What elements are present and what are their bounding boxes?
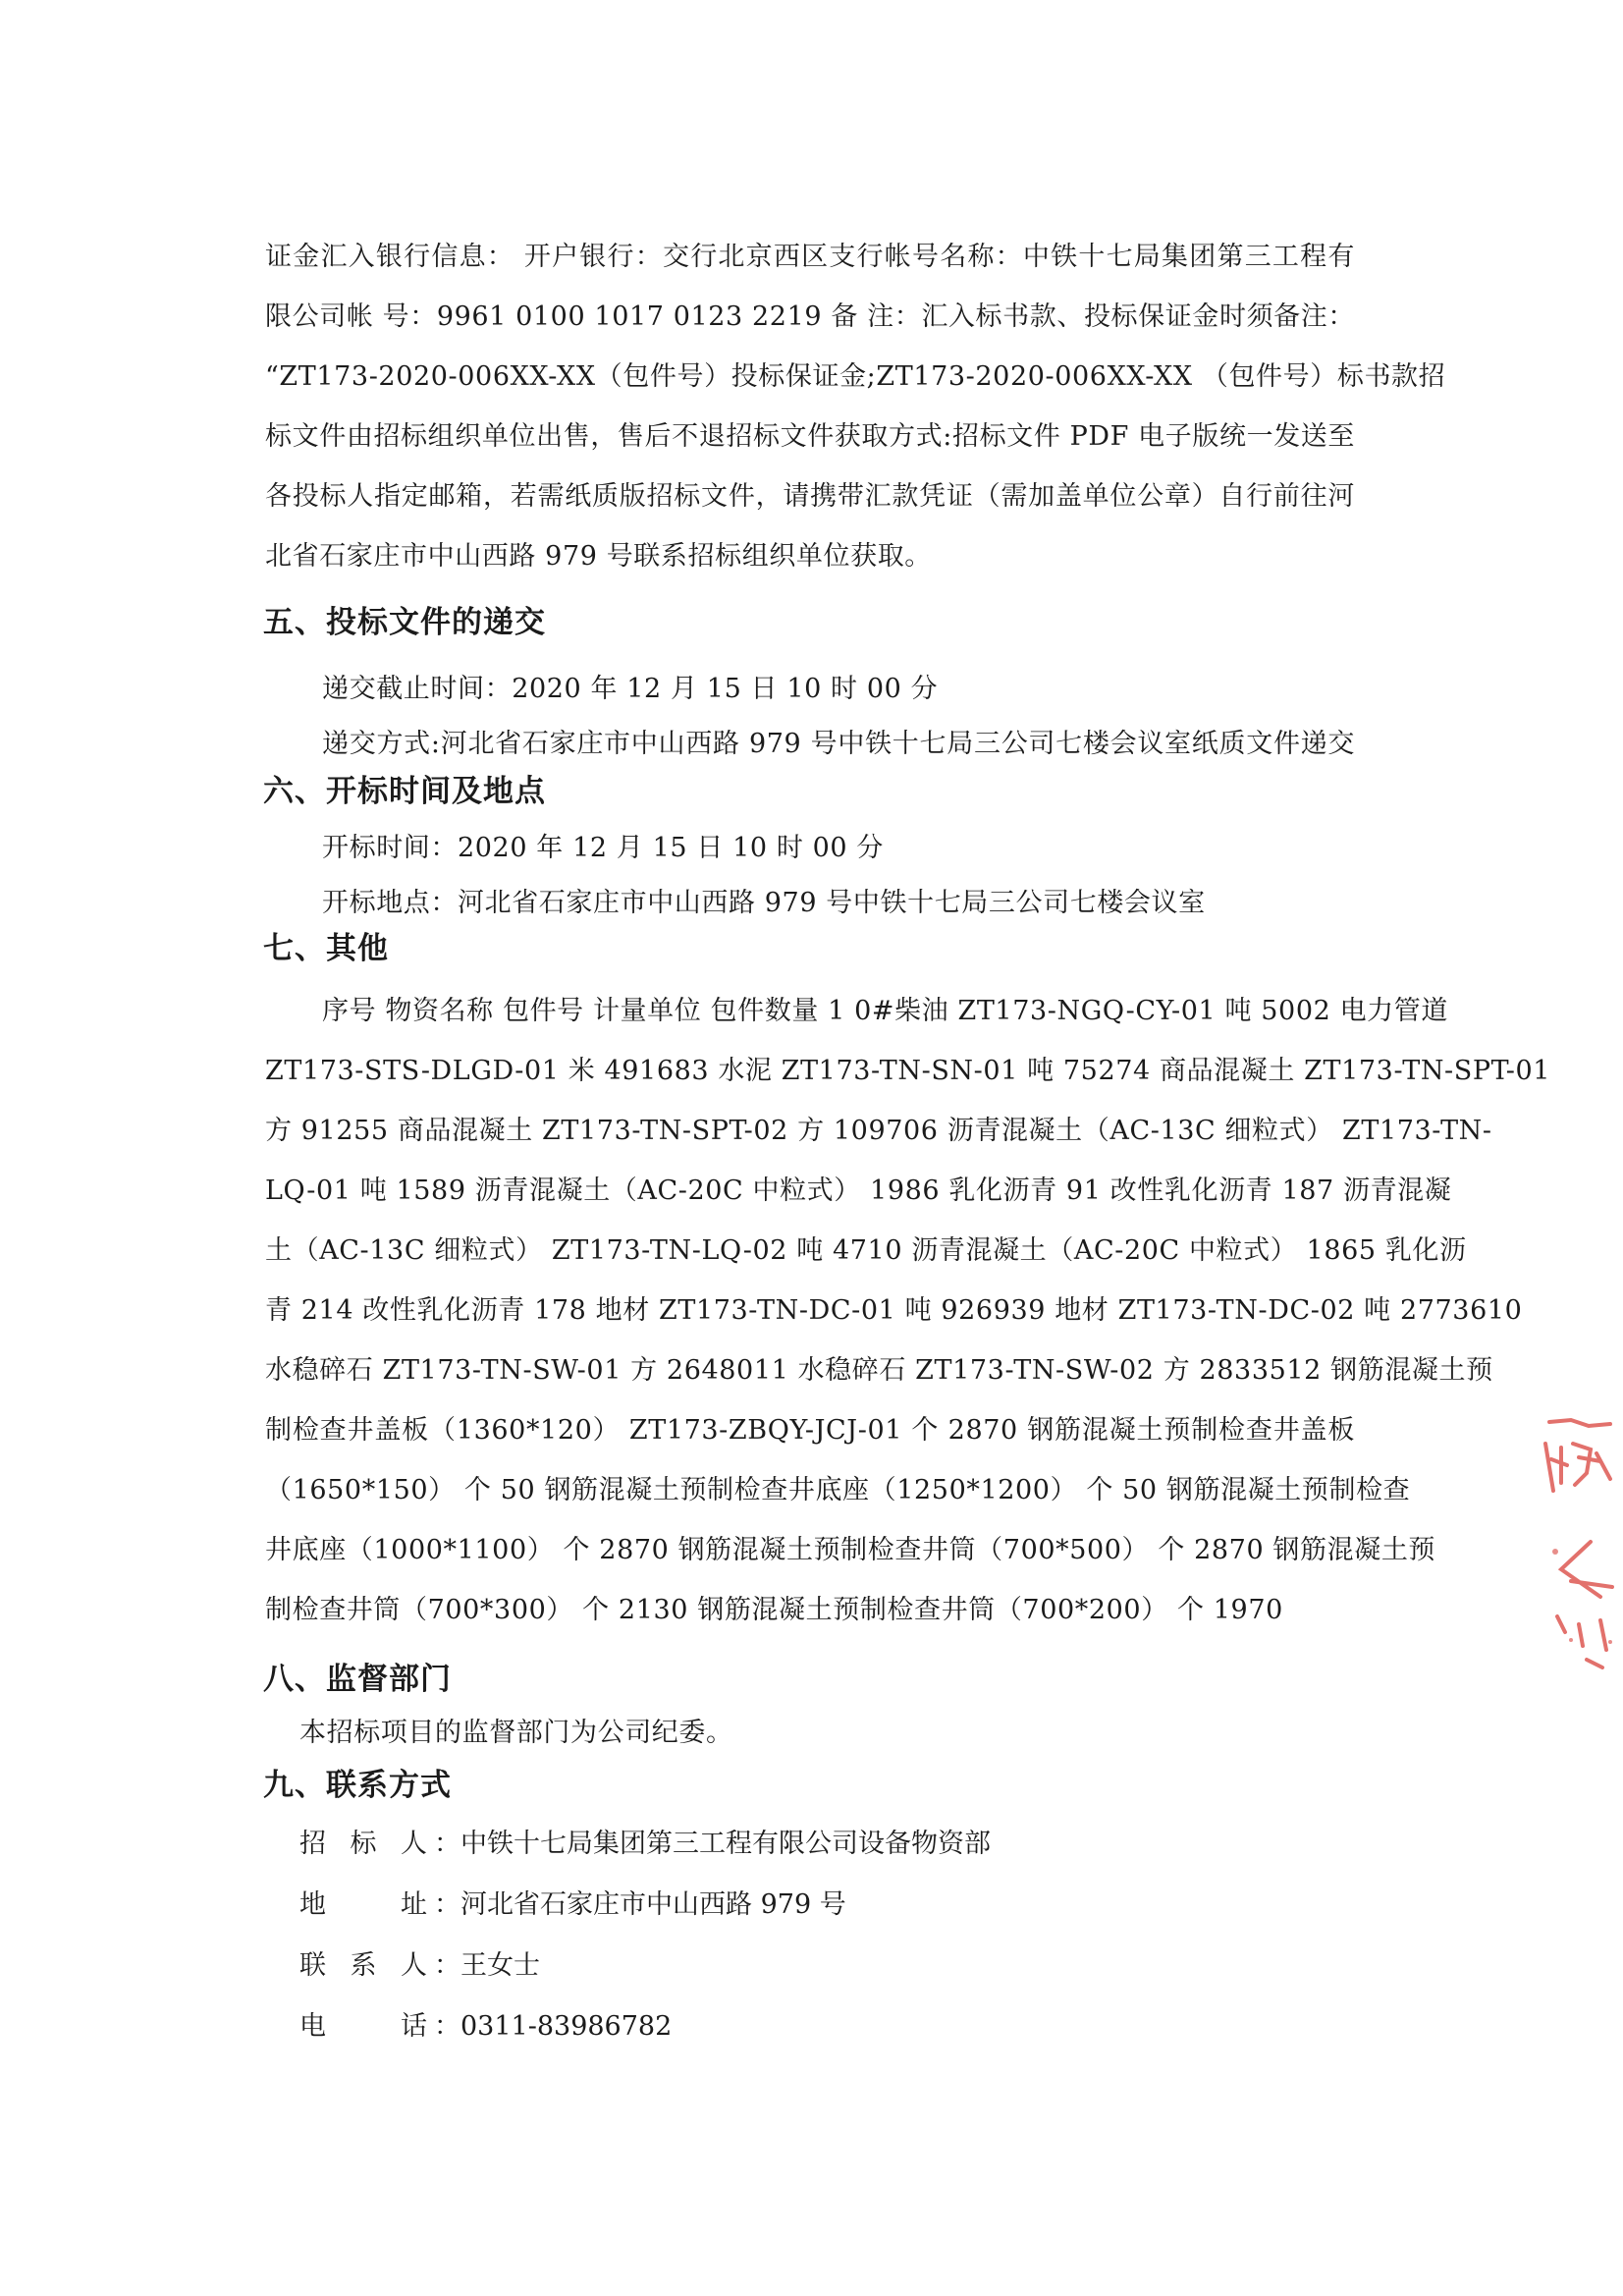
section-heading-5: 五、投标文件的递交 xyxy=(263,605,546,640)
contact-label-phone: 电话 xyxy=(299,2011,427,2042)
contact-label-tenderer: 招标人 xyxy=(299,1829,427,1859)
materials-line: 青 214 改性乳化沥青 178 地材 ZT173-TN-DC-01 吨 926939 地材 ZT173-TN-DC-02 吨 2773610 xyxy=(265,1295,1523,1326)
contact-value-phone: ：0311-83986782 xyxy=(434,2011,673,2042)
paragraph-line: 证金汇入银行信息： 开户银行：交行北京西区支行帐号名称：中铁十七局集团第三工程有 xyxy=(265,242,1355,272)
partial-seal-stamp xyxy=(1532,1414,1623,1728)
paragraph-line: 限公司帐 号：9961 0100 1017 0123 2219 备 注：汇入标书款、投标保证金时须备注： xyxy=(265,301,1355,332)
section-heading-6: 六、开标时间及地点 xyxy=(263,774,546,809)
materials-line: 制检查井筒（700*300） 个 2130 钢筋混凝土预制检查井筒（700*200） 个 1970 xyxy=(265,1595,1283,1625)
materials-line: 方 91255 商品混凝土 ZT173-TN-SPT-02 方 109706 沥青混凝土（AC-13C 细粒式） ZT173-TN- xyxy=(265,1116,1492,1146)
paragraph-line: 北省石家庄市中山西路 979 号联系招标组织单位获取。 xyxy=(265,541,932,572)
paragraph-line: “ZT173-2020-006XX-XX（包件号）投标保证金;ZT173-2020-006XX-XX （包件号）标书款招 xyxy=(265,361,1446,392)
materials-line: 土（AC-13C 细粒式） ZT173-TN-LQ-02 吨 4710 沥青混凝土（AC-20C 中粒式） 1865 乳化沥 xyxy=(265,1235,1467,1266)
materials-line: 序号 物资名称 包件号 计量单位 包件数量 1 0#柴油 ZT173-NGQ-CY-01 吨 5002 电力管道 xyxy=(322,996,1448,1026)
contact-label-address: 地址 xyxy=(299,1889,427,1920)
section-heading-7: 七、其他 xyxy=(263,931,389,966)
submission-deadline: 递交截止时间：2020 年 12 月 15 日 10 时 00 分 xyxy=(322,674,939,704)
contact-label-person: 联系人 xyxy=(299,1950,427,1981)
supervision-text: 本招标项目的监督部门为公司纪委。 xyxy=(299,1718,733,1748)
materials-line: 井底座（1000*1100） 个 2870 钢筋混凝土预制检查井筒（700*500） 个 2870 钢筋混凝土预 xyxy=(265,1535,1436,1565)
paragraph-line: 各投标人指定邮箱，若需纸质版招标文件，请携带汇款凭证（需加盖单位公章）自行前往河 xyxy=(265,481,1355,512)
materials-line: ZT173-STS-DLGD-01 米 491683 水泥 ZT173-TN-SN-01 吨 75274 商品混凝土 ZT173-TN-SPT-01 xyxy=(265,1056,1551,1086)
opening-place: 开标地点：河北省石家庄市中山西路 979 号中铁十七局三公司七楼会议室 xyxy=(322,888,1206,918)
materials-line: 水稳碎石 ZT173-TN-SW-01 方 2648011 水稳碎石 ZT173-TN-SW-02 方 2833512 钢筋混凝土预 xyxy=(265,1355,1493,1386)
section-heading-9: 九、联系方式 xyxy=(263,1768,452,1803)
paragraph-line: 标文件由招标组织单位出售，售后不退招标文件获取方式:招标文件 PDF 电子版统一发送至 xyxy=(265,421,1355,452)
opening-time: 开标时间：2020 年 12 月 15 日 10 时 00 分 xyxy=(322,833,884,863)
materials-line: LQ-01 吨 1589 沥青混凝土（AC-20C 中粒式） 1986 乳化沥青 91 改性乳化沥青 187 沥青混凝 xyxy=(265,1175,1452,1206)
contact-value-address: ：河北省石家庄市中山西路 979 号 xyxy=(434,1889,846,1920)
section-heading-8: 八、监督部门 xyxy=(263,1662,452,1697)
contact-value-tenderer: ：中铁十七局集团第三工程有限公司设备物资部 xyxy=(434,1829,991,1859)
submission-method: 递交方式:河北省石家庄市中山西路 979 号中铁十七局三公司七楼会议室纸质文件递交 xyxy=(322,729,1355,759)
materials-line: 制检查井盖板（1360*120） ZT173-ZBQY-JCJ-01 个 2870 钢筋混凝土预制检查井盖板 xyxy=(265,1415,1355,1446)
materials-line: （1650*150） 个 50 钢筋混凝土预制检查井底座（1250*1200） 个 50 钢筋混凝土预制检查 xyxy=(265,1475,1411,1505)
contact-value-person: ：王女士 xyxy=(434,1950,540,1981)
